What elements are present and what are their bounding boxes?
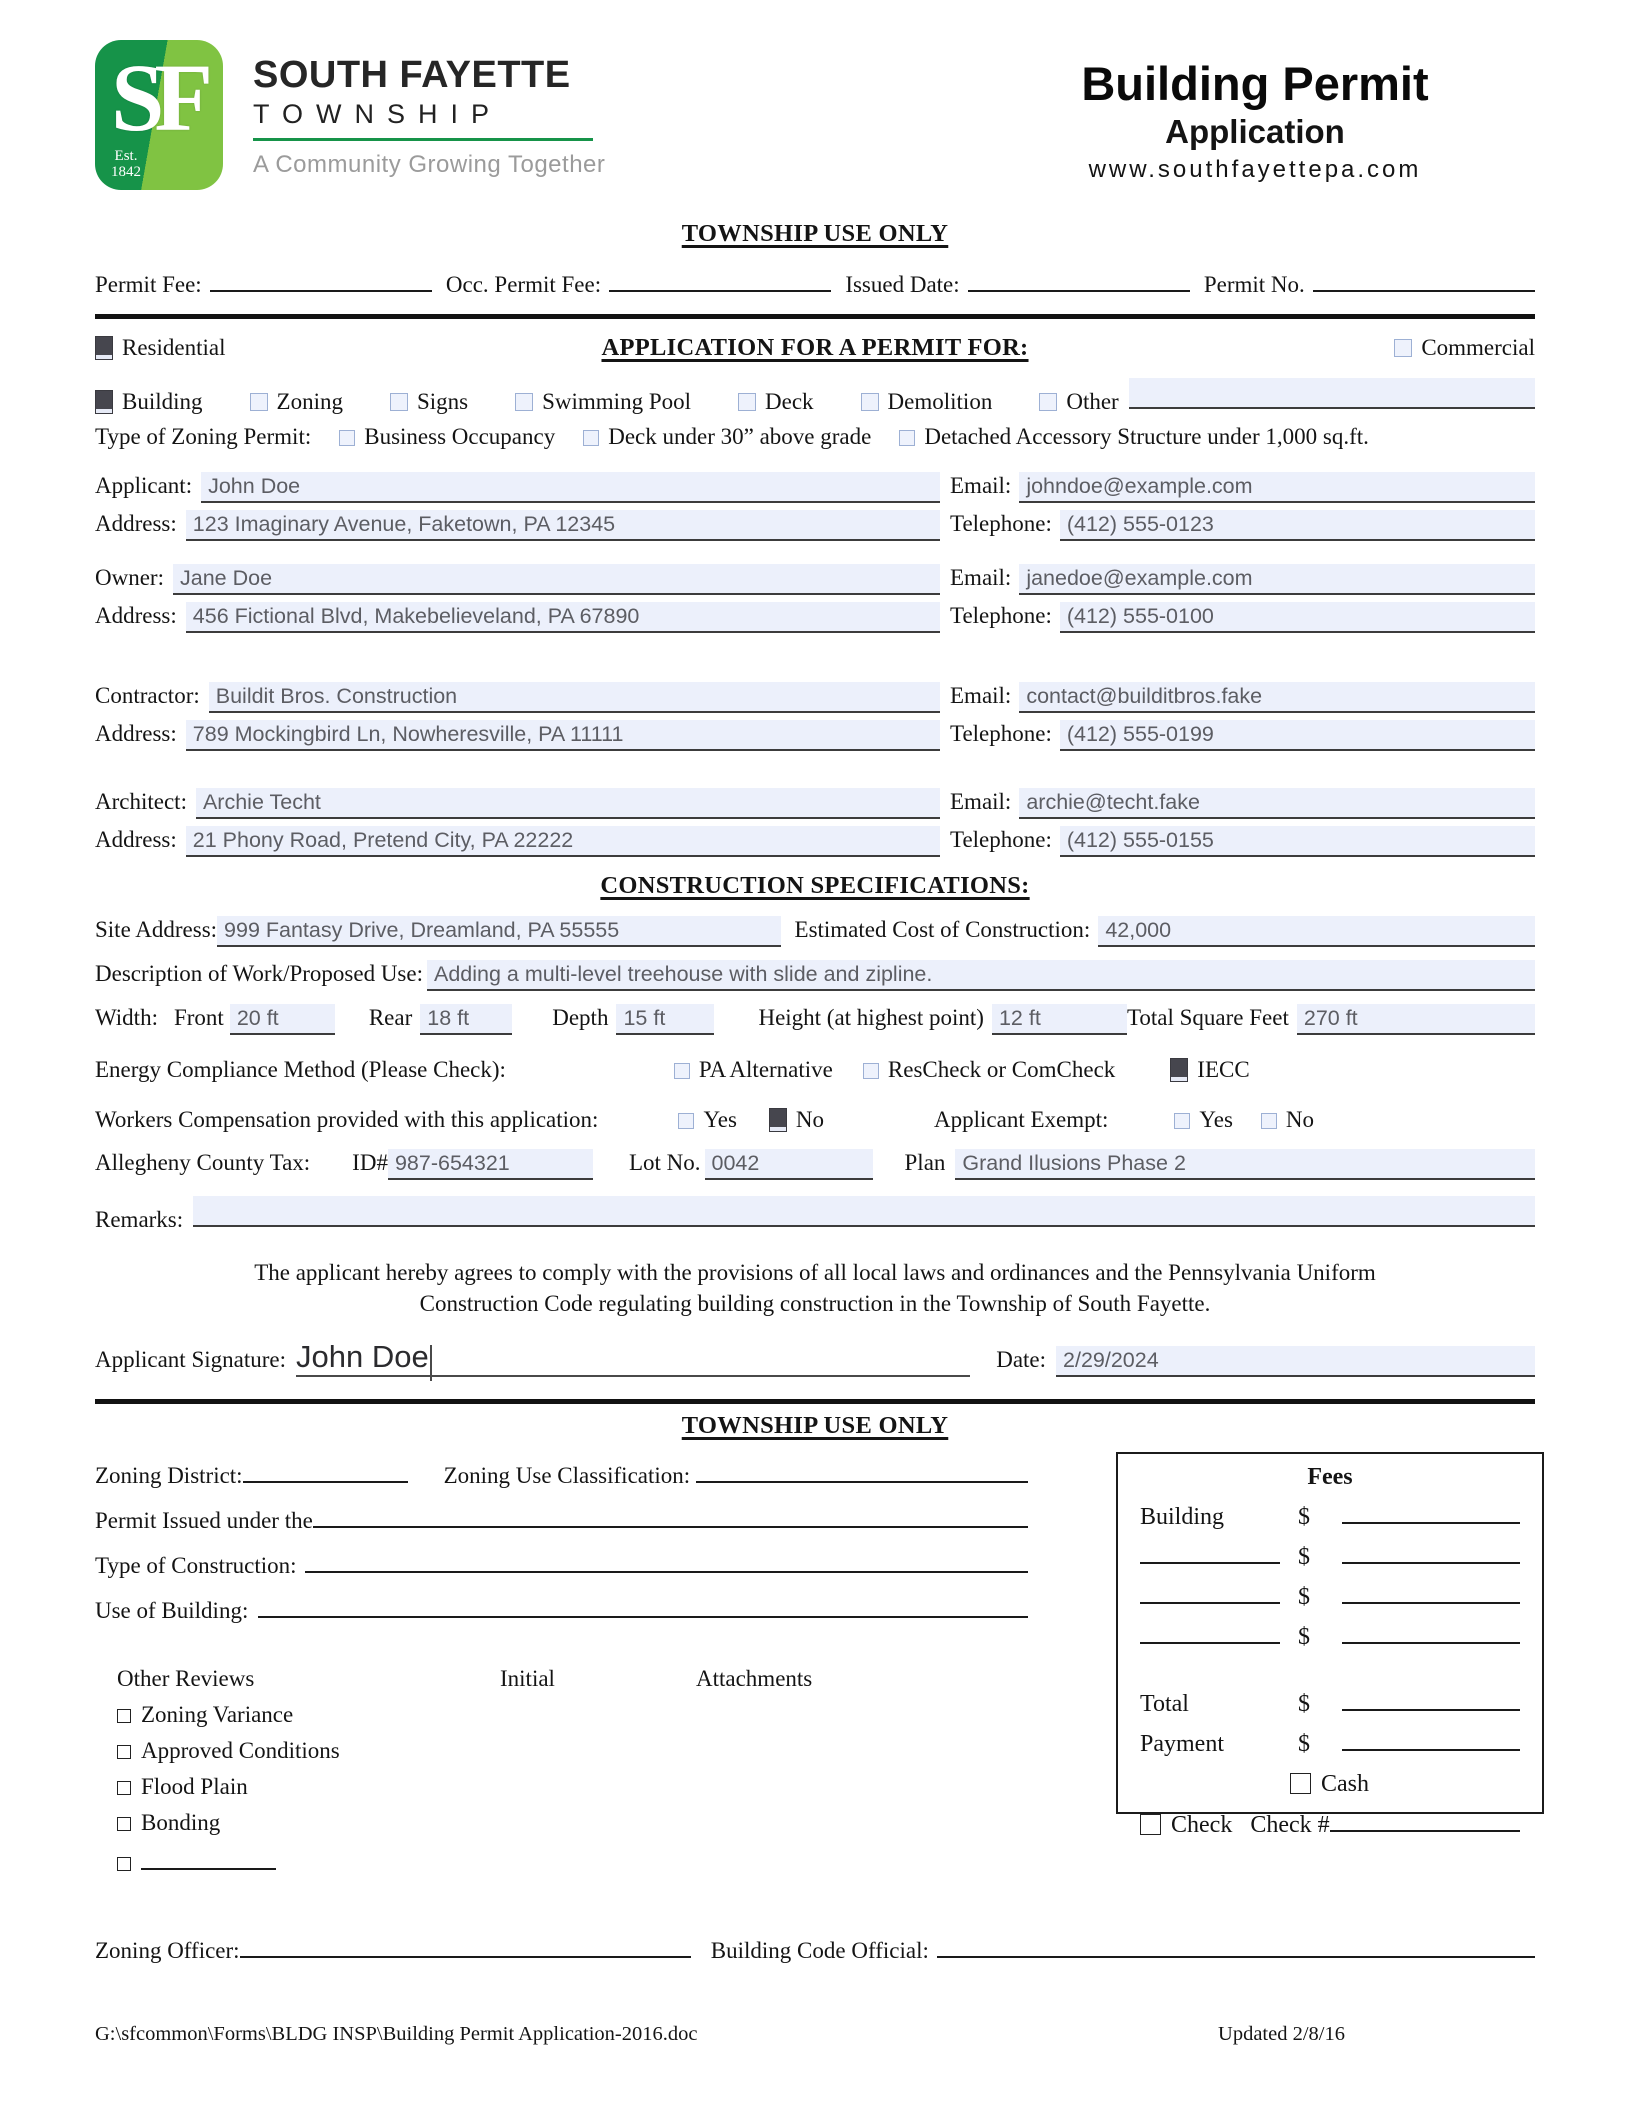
exempt-yes-checkbox[interactable]: [1174, 1113, 1190, 1129]
tax-id-field[interactable]: 987-654321: [388, 1149, 593, 1180]
fee-amount-blank: [1342, 1540, 1520, 1564]
contractor-address-field[interactable]: 789 Mockingbird Ln, Nowheresville, PA 11111: [186, 720, 940, 751]
applicant-signature-label: Applicant Signature:: [95, 1347, 286, 1372]
occ-permit-fee-blank: [609, 268, 831, 292]
fees-heading: Fees: [1307, 1464, 1353, 1490]
township-bottom-section: [95, 1452, 1535, 1882]
zoning-variance-checkbox: [117, 1709, 131, 1723]
permit-fee-row: [95, 268, 1535, 298]
zoning-district-label: Zoning District:: [95, 1463, 243, 1488]
workers-comp-no-checkbox[interactable]: [769, 1108, 787, 1132]
fee-row-blank: [1140, 1580, 1520, 1611]
width-label: Width:: [95, 1005, 158, 1030]
owner-section: [95, 564, 1535, 640]
check-checkbox: [1140, 1814, 1161, 1835]
fee-name-blank: [1140, 1580, 1280, 1604]
owner-name-row: [95, 564, 1535, 602]
rear-field[interactable]: 18 ft: [420, 1004, 512, 1035]
architect-section: [95, 788, 1535, 864]
website-url: www.southfayettepa.com: [1088, 156, 1422, 183]
contractor-name-field[interactable]: Buildit Bros. Construction: [209, 682, 940, 713]
cash-checkbox: [1290, 1773, 1311, 1794]
zoning-option-business-occupancy: Business Occupancy: [339, 424, 555, 450]
org-type: TOWNSHIP: [253, 99, 503, 129]
township-wordmark: [253, 40, 605, 179]
green-divider: [253, 138, 593, 141]
other-review-blank: [141, 1846, 276, 1870]
plan-field[interactable]: Grand Ilusions Phase 2: [955, 1149, 1535, 1180]
tax-id-label: ID#: [352, 1150, 388, 1175]
lot-no-field[interactable]: 0042: [705, 1149, 873, 1180]
owner-label: Owner:: [95, 565, 164, 590]
header: [95, 40, 1535, 208]
permit-type-swimming-pool: Swimming Pool: [515, 389, 691, 415]
iecc-checkbox[interactable]: [1170, 1058, 1188, 1082]
site-address-field[interactable]: 999 Fantasy Drive, Dreamland, PA 55555: [217, 916, 780, 947]
type-of-construction-label: Type of Construction:: [95, 1553, 297, 1578]
fee-amount-blank: [1342, 1500, 1520, 1524]
permit-type-signs: Signs: [390, 389, 468, 415]
permit-issued-label: Permit Issued under the: [95, 1508, 313, 1533]
permit-type-demolition: Demolition: [861, 389, 993, 415]
exempt-no-checkbox[interactable]: [1261, 1113, 1277, 1129]
occ-permit-fee-label: Occ. Permit Fee:: [445, 272, 602, 297]
owner-name-field[interactable]: Jane Doe: [173, 564, 940, 595]
residential-label: Residential: [122, 335, 226, 360]
fee-name-blank: [1140, 1540, 1280, 1564]
total-sqft-field[interactable]: 270 ft: [1297, 1004, 1535, 1035]
site-address-label: Site Address:: [95, 917, 218, 942]
energy-method-label: Energy Compliance Method (Please Check):: [95, 1057, 506, 1082]
address-label: Address:: [95, 511, 177, 536]
total-amount-blank: [1342, 1687, 1520, 1711]
residential-option: [95, 331, 601, 361]
application-for-heading: APPLICATION FOR A PERMIT FOR:: [601, 334, 1029, 361]
cash-option: Cash: [1290, 1770, 1520, 1798]
remarks-row: [95, 1196, 1535, 1233]
permit-fee-label: Permit Fee:: [95, 272, 202, 297]
issued-date-blank: [968, 268, 1190, 292]
total-sqft-label: Total Square Feet: [1126, 1005, 1289, 1030]
detached-accessory-checkbox[interactable]: [899, 430, 915, 446]
issued-date-label: Issued Date:: [845, 272, 960, 297]
bonding-checkbox: [117, 1817, 131, 1831]
dollar-sign: $: [1298, 1504, 1310, 1530]
swimming-pool-checkbox[interactable]: [515, 393, 533, 411]
other-reviews-heading: Other Reviews: [117, 1666, 255, 1691]
use-of-building-label: Use of Building:: [95, 1598, 249, 1623]
fee-row-blank: [1140, 1540, 1520, 1571]
logo-established: Est. 1842: [111, 148, 141, 180]
plan-label: Plan: [904, 1150, 946, 1175]
township-use-only-top-heading: TOWNSHIP USE ONLY: [681, 220, 949, 247]
business-occupancy-checkbox[interactable]: [339, 430, 355, 446]
logo-sf-initials: SF: [111, 44, 204, 151]
check-no-blank: [1330, 1808, 1520, 1832]
type-of-construction-blank: [305, 1549, 1028, 1573]
depth-label: Depth: [552, 1005, 609, 1030]
workers-comp-yes-checkbox[interactable]: [678, 1113, 694, 1129]
fee-row-building: Building $: [1140, 1500, 1520, 1531]
contractor-phone-field[interactable]: (412) 555-0199: [1060, 720, 1535, 751]
check-option: Check Check #: [1140, 1808, 1520, 1839]
construction-specs-heading: CONSTRUCTION SPECIFICATIONS:: [600, 872, 1030, 899]
permit-no-label: Permit No.: [1203, 272, 1305, 297]
divider-rule-bottom: [95, 1399, 1535, 1404]
building-checkbox[interactable]: [95, 390, 113, 414]
remarks-field[interactable]: [193, 1196, 1535, 1227]
lot-no-label: Lot No.: [628, 1150, 701, 1175]
township-bottom-left: [95, 1452, 1028, 1882]
zoning-district-row: [95, 1459, 1028, 1497]
telephone-label: Telephone:: [950, 827, 1052, 852]
height-label: Height (at highest point): [758, 1005, 984, 1030]
date-label: Date:: [996, 1347, 1047, 1372]
email-label: Email:: [950, 683, 1012, 708]
zoning-permit-type-row: [95, 424, 1535, 450]
text-cursor: [430, 1345, 433, 1381]
type-of-zoning-permit-label: Type of Zoning Permit:: [95, 424, 312, 449]
workers-comp-row: Workers Compensation provided with this application: Yes No Applicant Exempt: Yes No: [95, 1107, 1315, 1132]
page-subtitle: Application: [1165, 113, 1345, 150]
email-label: Email:: [950, 565, 1012, 590]
address-label: Address:: [95, 827, 177, 852]
contractor-label: Contractor:: [95, 683, 200, 708]
dollar-sign: $: [1298, 1624, 1310, 1650]
telephone-label: Telephone:: [950, 511, 1052, 536]
other-reviews-header-row: [117, 1666, 1028, 1702]
fee-amount-blank: [1342, 1620, 1520, 1644]
owner-address-row: [95, 602, 1535, 640]
fee-name-blank: [1140, 1620, 1280, 1644]
fee-row-payment: Payment $: [1140, 1727, 1520, 1758]
demolition-checkbox[interactable]: [861, 393, 879, 411]
owner-email-field[interactable]: janedoe@example.com: [1019, 564, 1535, 595]
permit-type-building: Building: [95, 385, 203, 415]
tagline: A Community Growing Together: [253, 151, 606, 178]
dollar-sign: $: [1298, 1691, 1310, 1717]
fee-row-blank: [1140, 1620, 1520, 1651]
email-label: Email:: [950, 789, 1012, 814]
date-field[interactable]: 2/29/2024: [1056, 1346, 1535, 1377]
building-official-label: Building Code Official:: [710, 1938, 929, 1963]
review-row-zoning-variance: Zoning Variance: [117, 1702, 1028, 1738]
zoning-checkbox[interactable]: [250, 393, 268, 411]
zoning-district-blank: [243, 1459, 408, 1483]
updated-date: Updated 2/8/16: [1218, 2023, 1345, 2045]
applicant-exempt-label: Applicant Exempt:: [934, 1107, 1109, 1132]
permit-type-row: [95, 378, 1535, 415]
file-path: G:\sfcommon\Forms\BLDG INSP\Building Permit Application-2016.doc: [95, 2023, 698, 2045]
initial-heading: Initial: [500, 1666, 555, 1691]
depth-field[interactable]: 15 ft: [616, 1004, 714, 1035]
signature-row: [95, 1335, 1535, 1377]
type-of-construction-row: [95, 1549, 1028, 1587]
remarks-label: Remarks:: [95, 1207, 184, 1232]
email-label: Email:: [950, 473, 1012, 498]
telephone-label: Telephone:: [950, 721, 1052, 746]
architect-name-field[interactable]: Archie Techt: [196, 788, 940, 819]
review-row-approved-conditions: Approved Conditions: [117, 1738, 1028, 1774]
permit-no-blank: [1313, 268, 1535, 292]
applicant-name-field[interactable]: John Doe: [201, 472, 940, 503]
telephone-label: Telephone:: [950, 603, 1052, 628]
other-review-checkbox: [117, 1857, 131, 1871]
use-of-building-blank: [258, 1594, 1028, 1618]
est-cost-field[interactable]: 42,000: [1098, 916, 1535, 947]
signs-checkbox[interactable]: [390, 393, 408, 411]
architect-phone-field[interactable]: (412) 555-0155: [1060, 826, 1535, 857]
architect-label: Architect:: [95, 789, 187, 814]
permit-issued-blank: [313, 1504, 1028, 1528]
rescheck-checkbox[interactable]: [863, 1063, 879, 1079]
payment-amount-blank: [1342, 1727, 1520, 1751]
commercial-checkbox[interactable]: [1394, 339, 1412, 357]
applicant-phone-field[interactable]: (412) 555-0123: [1060, 510, 1535, 541]
county-tax-row: [95, 1149, 1535, 1180]
building-official-blank: [937, 1934, 1535, 1958]
review-row-flood-plain: Flood Plain: [117, 1774, 1028, 1810]
front-label: Front: [173, 1005, 224, 1030]
agreement-text: The applicant hereby agrees to comply with the provisions of all local laws and ordinances and the Pennsylvania Uniform Construction Code regulating building construction in the Township of South Fayette.: [254, 1260, 1376, 1316]
permit-type-deck: Deck: [738, 389, 814, 415]
permit-type-other: Other: [1039, 378, 1535, 415]
owner-address-field[interactable]: 456 Fictional Blvd, Makebelieveland, PA 67890: [186, 602, 940, 633]
dimensions-row: [95, 1004, 1535, 1035]
contractor-email-field[interactable]: contact@builditbros.fake: [1019, 682, 1535, 713]
use-of-building-row: [95, 1594, 1028, 1632]
zoning-option-detached-accessory: Detached Accessory Structure under 1,000 sq.ft.: [899, 424, 1369, 450]
site-address-row: [95, 916, 1535, 947]
applicant-email-field[interactable]: johndoe@example.com: [1019, 472, 1535, 503]
deck-checkbox[interactable]: [738, 393, 756, 411]
applicant-section: [95, 472, 1535, 548]
address-label: Address:: [95, 721, 177, 746]
height-field[interactable]: 12 ft: [992, 1004, 1127, 1035]
check-no-label: Check #: [1250, 1812, 1330, 1838]
dollar-sign: $: [1298, 1731, 1310, 1757]
description-row: [95, 960, 1535, 991]
other-input[interactable]: [1129, 378, 1535, 409]
description-field[interactable]: Adding a multi-level treehouse with slide and zipline.: [427, 960, 1535, 991]
zoning-use-label: Zoning Use Classification:: [443, 1463, 691, 1488]
review-row-bonding: Bonding: [117, 1810, 1028, 1846]
commercial-label: Commercial: [1421, 335, 1535, 360]
other-checkbox[interactable]: [1039, 393, 1057, 411]
signature-value: John Doe: [296, 1339, 429, 1374]
deck-under-30-checkbox[interactable]: [583, 430, 599, 446]
owner-phone-field[interactable]: (412) 555-0100: [1060, 602, 1535, 633]
document-title-block: [975, 40, 1535, 184]
township-use-only-bottom-heading: TOWNSHIP USE ONLY: [681, 1412, 949, 1439]
contractor-address-row: [95, 720, 1535, 758]
org-name: SOUTH FAYETTE: [253, 54, 571, 96]
applicant-name-row: [95, 472, 1535, 510]
zoning-use-blank: [696, 1459, 1028, 1483]
address-label: Address:: [95, 603, 177, 628]
description-label: Description of Work/Proposed Use:: [95, 961, 423, 986]
officials-row: [95, 1934, 1535, 1964]
county-tax-label: Allegheny County Tax:: [95, 1150, 311, 1175]
other-reviews-table: [117, 1666, 1028, 1882]
township-logo: [95, 40, 223, 190]
contractor-name-row: [95, 682, 1535, 720]
energy-compliance-row: Energy Compliance Method (Please Check): PA Alternative ResCheck or ComCheck IECC: [95, 1057, 1250, 1082]
contractor-section: [95, 682, 1535, 758]
divider-rule-top: [95, 314, 1535, 319]
application-for-row: [95, 331, 1535, 362]
attachments-heading: Attachments: [696, 1666, 813, 1691]
approved-conditions-checkbox: [117, 1745, 131, 1759]
footer: [95, 2023, 1535, 2046]
review-row-other: [117, 1846, 1028, 1882]
zoning-option-deck-under-30: Deck under 30” above grade: [583, 424, 871, 450]
architect-address-field[interactable]: 21 Phony Road, Pretend City, PA 22222: [186, 826, 940, 857]
page-title: Building Permit: [1081, 57, 1429, 110]
architect-address-row: [95, 826, 1535, 864]
applicant-label: Applicant:: [95, 473, 193, 498]
zoning-officer-blank: [240, 1934, 691, 1958]
zoning-officer-label: Zoning Officer:: [95, 1938, 240, 1963]
architect-name-row: [95, 788, 1535, 826]
permit-issued-row: [95, 1504, 1028, 1542]
dollar-sign: $: [1298, 1544, 1310, 1570]
rear-label: Rear: [368, 1005, 413, 1030]
dollar-sign: $: [1298, 1584, 1310, 1610]
fee-row-total: Total $: [1140, 1687, 1520, 1718]
commercial-option: [1029, 335, 1535, 361]
signature-field[interactable]: [296, 1335, 970, 1377]
pa-alternative-checkbox[interactable]: [674, 1063, 690, 1079]
fee-amount-blank: [1342, 1580, 1520, 1604]
workers-comp-label: Workers Compensation provided with this application:: [95, 1107, 599, 1132]
residential-checkbox[interactable]: [95, 336, 113, 360]
front-field[interactable]: 20 ft: [230, 1004, 335, 1035]
est-cost-label: Estimated Cost of Construction:: [794, 917, 1091, 942]
applicant-address-row: [95, 510, 1535, 548]
architect-email-field[interactable]: archie@techt.fake: [1019, 788, 1535, 819]
applicant-address-field[interactable]: 123 Imaginary Avenue, Faketown, PA 12345: [186, 510, 940, 541]
flood-plain-checkbox: [117, 1781, 131, 1795]
fees-box: [1116, 1452, 1544, 1838]
permit-fee-blank: [210, 268, 432, 292]
permit-type-zoning: Zoning: [250, 389, 343, 415]
